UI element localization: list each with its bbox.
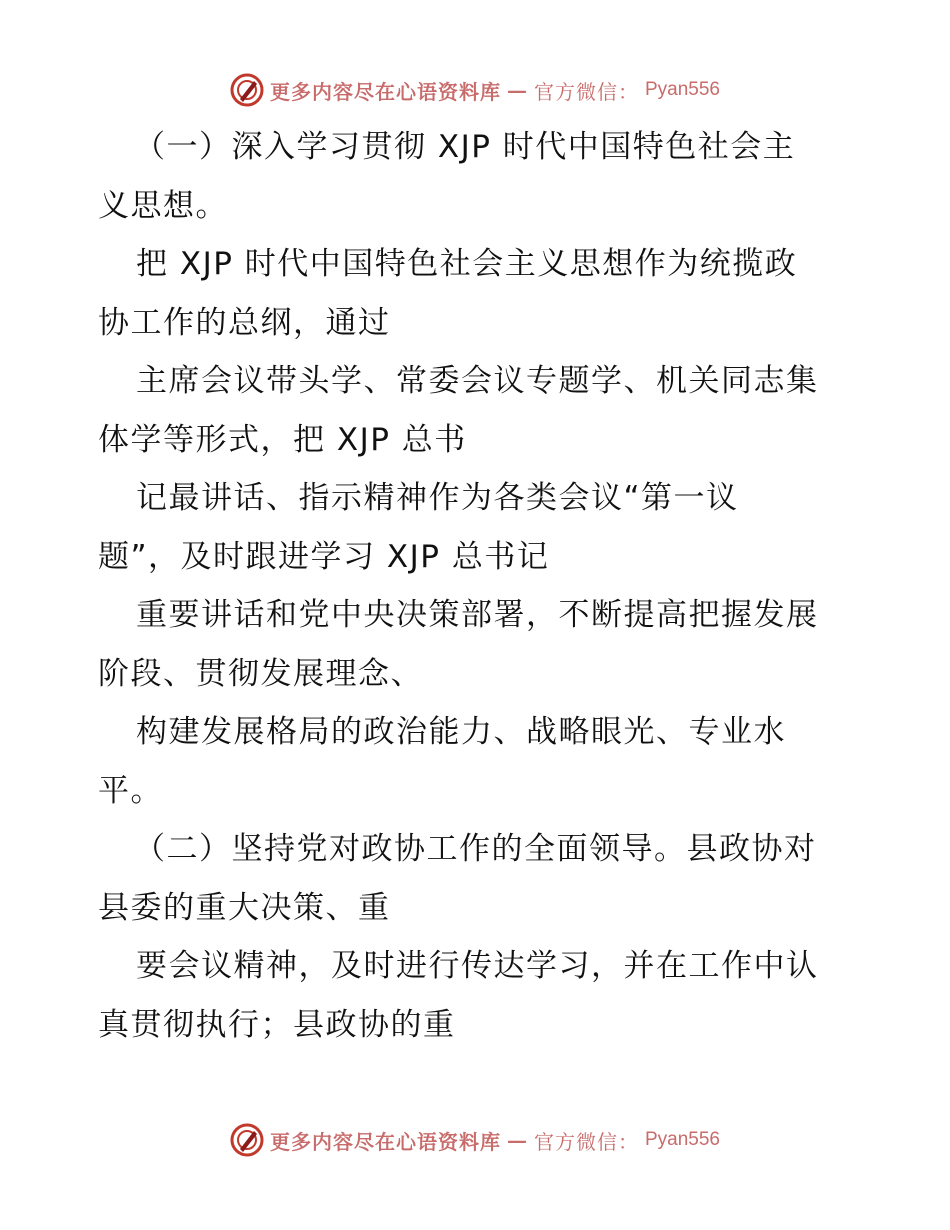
paragraph-line: 县委的重大决策、重 (98, 889, 391, 926)
header-watermark (0, 70, 950, 110)
paragraph-line: 平。 (98, 772, 163, 809)
paragraph-line: 义思想。 (98, 187, 228, 224)
watermark-label: 官方微信： (533, 1129, 639, 1154)
paragraph-line: 主席会议带头学、常委会议专题学、机关同志集 (136, 363, 819, 399)
paragraph-line: （二）坚持党对政协工作的全面领导。县政协对 (134, 831, 817, 867)
paragraph-line: 要会议精神，及时进行传达学习，并在工作中认 (136, 948, 819, 984)
paragraph-line: 体学等形式，把 XJP 总书 (98, 421, 467, 458)
watermark-dash: — (506, 1128, 528, 1152)
paragraph-line: （一）深入学习贯彻 XJP 时代中国特色社会主 (134, 129, 796, 165)
watermark-dash: — (506, 78, 528, 102)
pen-logo-icon (230, 73, 264, 107)
watermark-wechat-id: Pyan556 (644, 79, 720, 100)
paragraph-line: 阶段、贯彻发展理念、 (98, 655, 423, 692)
paragraph-line: 把 XJP 时代中国特色社会主义思想作为统揽政 (136, 246, 798, 282)
footer-watermark (0, 1120, 950, 1160)
pen-logo-icon (230, 1123, 264, 1157)
paragraph-line: 真贯彻执行；县政协的重 (98, 1006, 456, 1043)
paragraph-line: 重要讲话和党中央决策部署，不断提高把握发展 (136, 597, 819, 633)
paragraph-line: 构建发展格局的政治能力、战略眼光、专业水 (136, 714, 786, 750)
document-body (98, 118, 858, 1054)
paragraph-line: 记最讲话、指示精神作为各类会议“第一议 (136, 480, 739, 516)
watermark-wechat-id: Pyan556 (644, 1129, 720, 1150)
paragraph-line: 协工作的总纲，通过 (98, 304, 391, 341)
watermark-label: 官方微信： (533, 79, 639, 104)
watermark-brand: 更多内容尽在心语资料库 (269, 79, 501, 104)
watermark-brand: 更多内容尽在心语资料库 (269, 1129, 501, 1154)
paragraph-line: 题”，及时跟进学习 XJP 总书记 (98, 538, 550, 575)
